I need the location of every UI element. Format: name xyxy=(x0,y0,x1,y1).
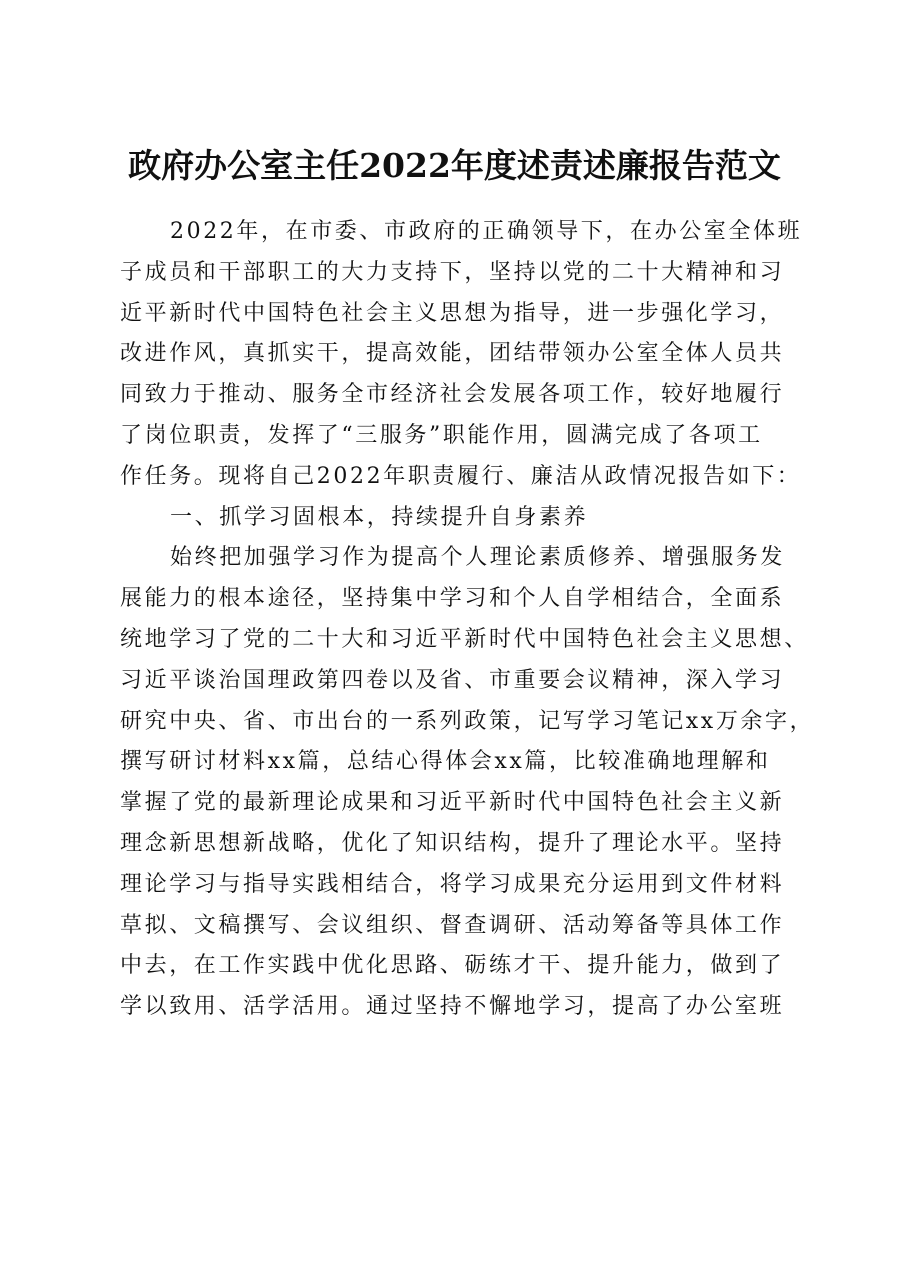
document-body xyxy=(120,212,815,1028)
paragraph-line: 理论学习与指导实践相结合，将学习成果充分运用到文件材料 xyxy=(120,871,785,897)
paragraph-line: 撰写研讨材料xx篇，总结心得体会xx篇，比较准确地理解和 xyxy=(120,749,771,775)
paragraph-line: 作任务。现将自己2022年职责履行、廉洁从政情况报告如下： xyxy=(120,463,802,489)
paragraph-line: 掌握了党的最新理论成果和习近平新时代中国特色社会主义新 xyxy=(120,790,785,816)
paragraph-line: 近平新时代中国特色社会主义思想为指导，进一步强化学习， xyxy=(120,300,785,326)
paragraph-line: 草拟、文稿撰写、会议组织、督查调研、活动筹备等具体工作 xyxy=(120,912,785,938)
paragraph-line: 了岗位职责，发挥了“三服务”职能作用，圆满完成了各项工 xyxy=(120,422,763,448)
paragraph-line: 统地学习了党的二十大和习近平新时代中国特色社会主义思想、 xyxy=(120,626,809,652)
paragraph-line: 学以致用、活学活用。通过坚持不懈地学习，提高了办公室班 xyxy=(120,994,785,1020)
paragraph-line: 同致力于推动、服务全市经济社会发展各项工作，较好地履行 xyxy=(120,382,785,408)
paragraph-line: 中去，在工作实践中优化思路、砺练才干、提升能力，做到了 xyxy=(120,953,785,979)
paragraph-line: 改进作风，真抓实干，提高效能，团结带领办公室全体人员共 xyxy=(120,341,785,367)
paragraph-line: 研究中央、省、市出台的一系列政策，记写学习笔记xx万余字， xyxy=(120,708,815,734)
paragraph-line: 2022年，在市委、市政府的正确领导下，在办公室全体班 xyxy=(170,219,803,244)
section-heading: 一、抓学习固根本，持续提升自身素养 xyxy=(170,504,589,530)
paragraph-line: 子成员和干部职工的大力支持下，坚持以党的二十大精神和习 xyxy=(120,259,785,285)
document-title: 政府办公室主任2022年度述责述廉报告范文 xyxy=(128,146,781,185)
paragraph-line: 理念新思想新战略，优化了知识结构，提升了理论水平。坚持 xyxy=(120,830,785,856)
paragraph-line: 习近平谈治国理政第四卷以及省、市重要会议精神，深入学习 xyxy=(120,667,785,693)
paragraph-line: 始终把加强学习作为提高个人理论素质修养、增强服务发 xyxy=(170,545,786,571)
paragraph-line: 展能力的根本途径，坚持集中学习和个人自学相结合，全面系 xyxy=(120,586,785,612)
